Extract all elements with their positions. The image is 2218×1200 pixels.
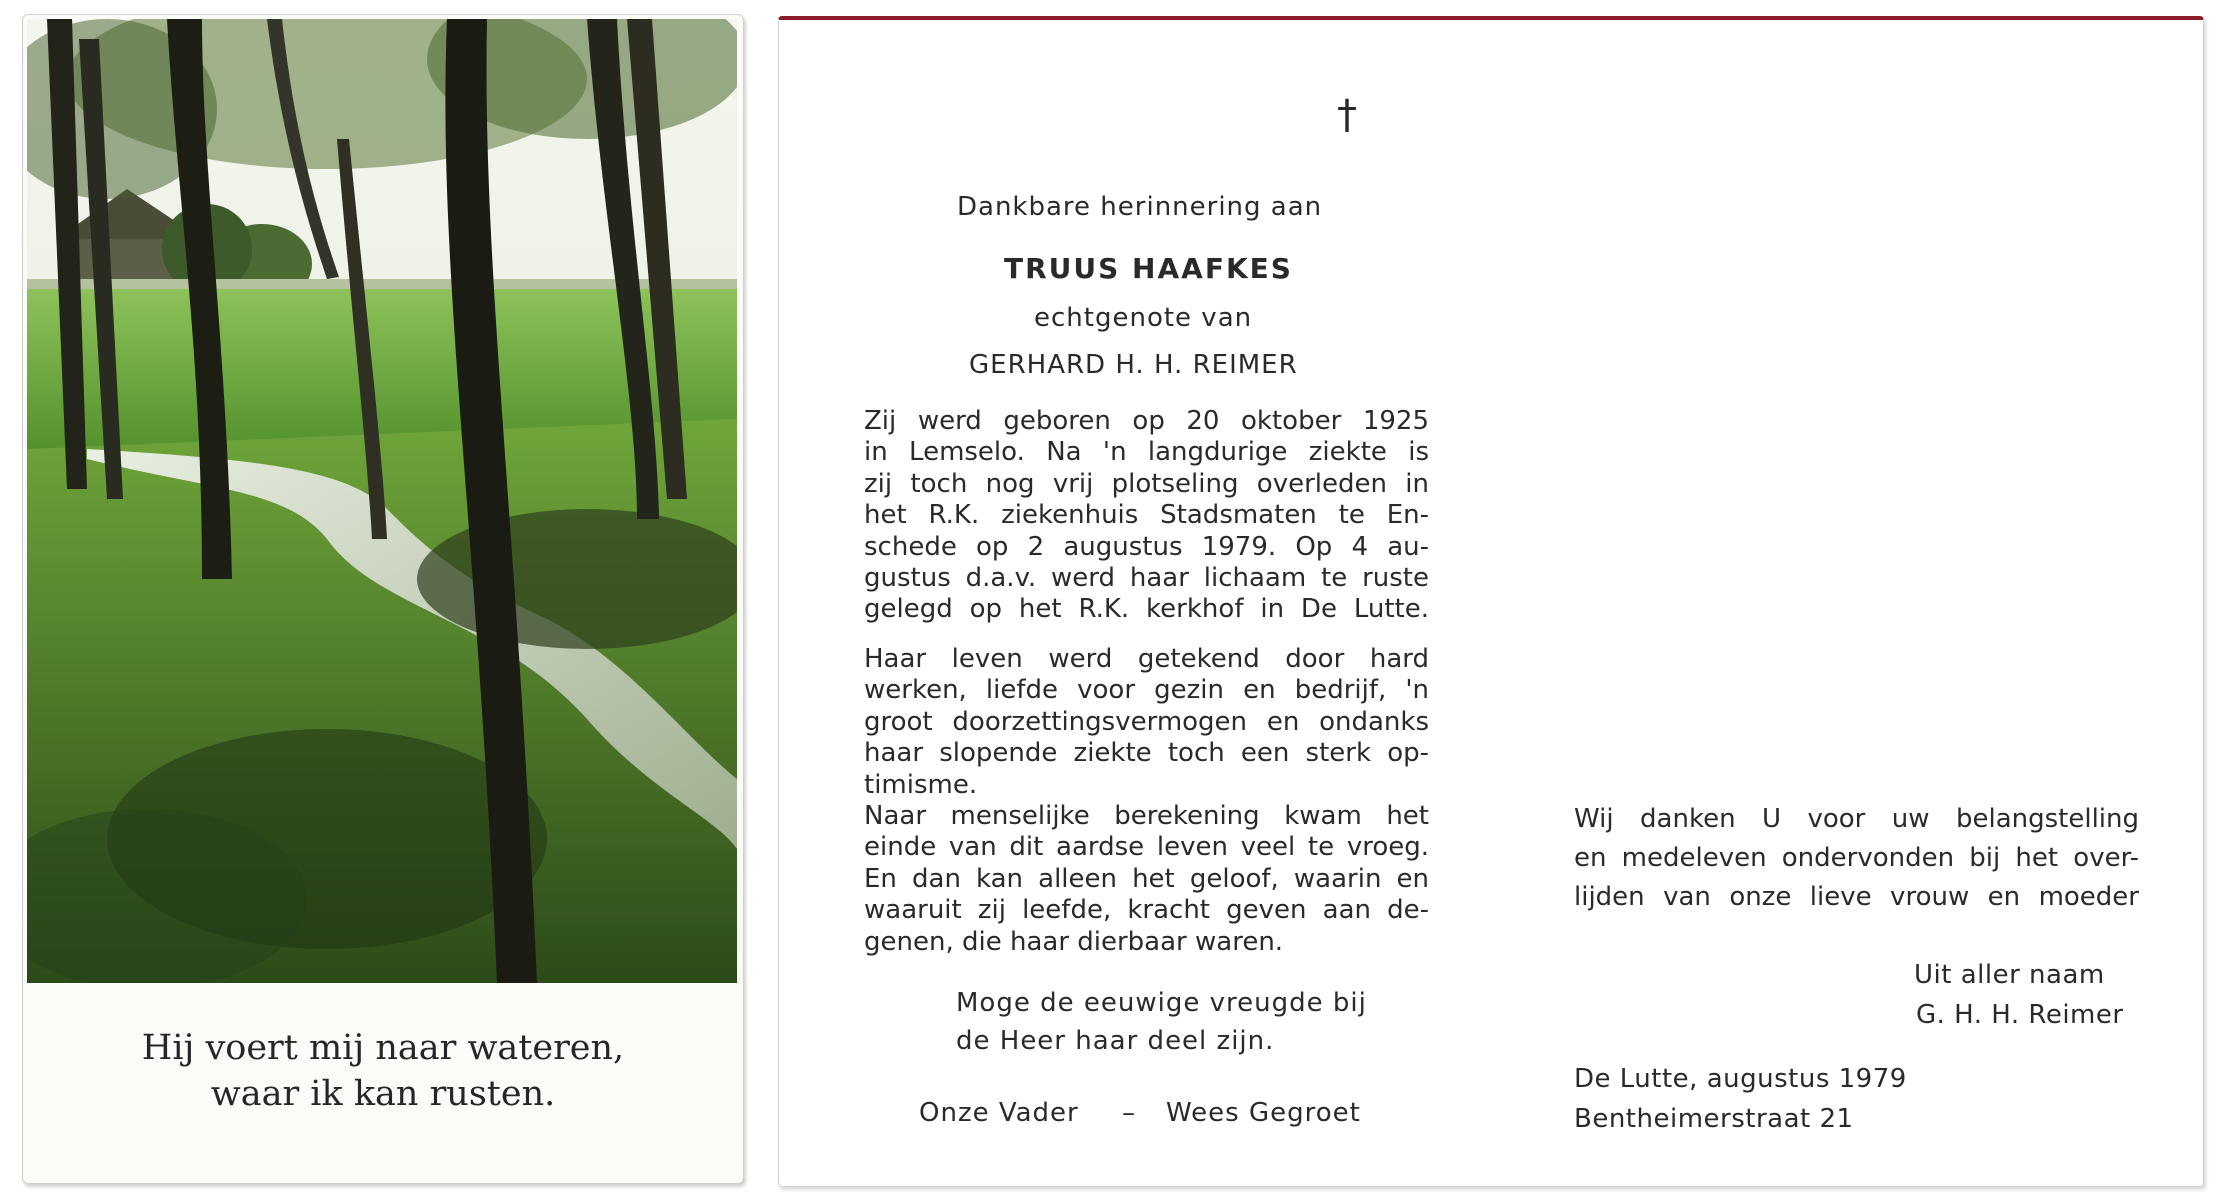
signer-name: G. H. H. Reimer <box>1916 1000 2124 1030</box>
life-line: Haar leven werd getekend door hard <box>864 644 1429 674</box>
caption-line-2: waar ik kan rusten. <box>210 1074 556 1114</box>
bio-line: gustus d.a.v. werd haar lichaam te ruste <box>864 563 1429 594</box>
caption-line-1: Hij voert mij naar wateren, <box>141 1028 625 1068</box>
bio-line: schede op 2 augustus 1979. Op 4 au- <box>864 531 1429 562</box>
life-line: genen, die haar dierbaar waren. <box>864 926 1284 957</box>
right-card <box>778 16 2204 1187</box>
prayer-wees-gegroet: Wees Gegroet <box>1166 1098 1361 1128</box>
thanks-paragraph <box>1574 800 2139 917</box>
life-line: En dan kan alleen het geloof, waarin en <box>864 863 1429 894</box>
left-card <box>22 14 744 1184</box>
prayer-onze-vader: Onze Vader <box>919 1098 1079 1128</box>
thanks-line: en medeleven ondervonden bij het over- <box>1574 843 2139 873</box>
life-line: waaruit zij leefde, kracht geven aan de- <box>864 895 1429 926</box>
signoff-text: Uit aller naam <box>1914 960 2105 990</box>
cross-icon: † <box>1337 92 1357 138</box>
life-line: werken, liefde voor gezin en bedrijf, 'n <box>864 675 1429 706</box>
thanks-line: lijden van onze lieve vrouw en moeder <box>1574 882 2139 912</box>
life-line: einde van dit aardse leven veel te vroeg. <box>864 832 1429 863</box>
life-paragraph <box>864 644 1429 958</box>
place-date: De Lutte, augustus 1979 <box>1574 1064 1907 1094</box>
landscape-photo <box>27 19 737 983</box>
life-line: groot doorzettingsvermogen en ondanks <box>864 706 1429 737</box>
wish-line-1: Moge de eeuwige vreugde bij <box>956 988 1367 1018</box>
bio-line: gelegd op het R.K. kerkhof in De Lutte. <box>864 594 1429 625</box>
life-line: Naar menselijke berekening kwam het <box>864 801 1429 832</box>
bio-line: Zij werd geboren op 20 oktober 1925 <box>864 406 1429 436</box>
bio-line: zij toch nog vrij plotseling overleden in <box>864 468 1429 499</box>
spouse-name: GERHARD H. H. REIMER <box>969 350 1298 380</box>
address: Bentheimerstraat 21 <box>1574 1104 1854 1134</box>
card-caption <box>23 1025 743 1117</box>
prayer-separator: – <box>1122 1098 1136 1128</box>
life-line: timisme. <box>864 769 978 800</box>
wish-line-2: de Heer haar deel zijn. <box>956 1026 1275 1056</box>
intro-text: Dankbare herinnering aan <box>957 192 1323 222</box>
relation-text: echtgenote van <box>1034 303 1253 333</box>
biography-paragraph <box>864 406 1429 626</box>
bio-line: het R.K. ziekenhuis Stadsmaten te En- <box>864 500 1429 531</box>
bio-line: in Lemselo. Na 'n langdurige ziekte is <box>864 437 1429 468</box>
life-line: haar slopende ziekte toch een sterk op- <box>864 738 1429 769</box>
thanks-line: Wij danken U voor uw belangstelling <box>1574 804 2139 834</box>
deceased-name: TRUUS HAAFKES <box>1004 252 1293 285</box>
